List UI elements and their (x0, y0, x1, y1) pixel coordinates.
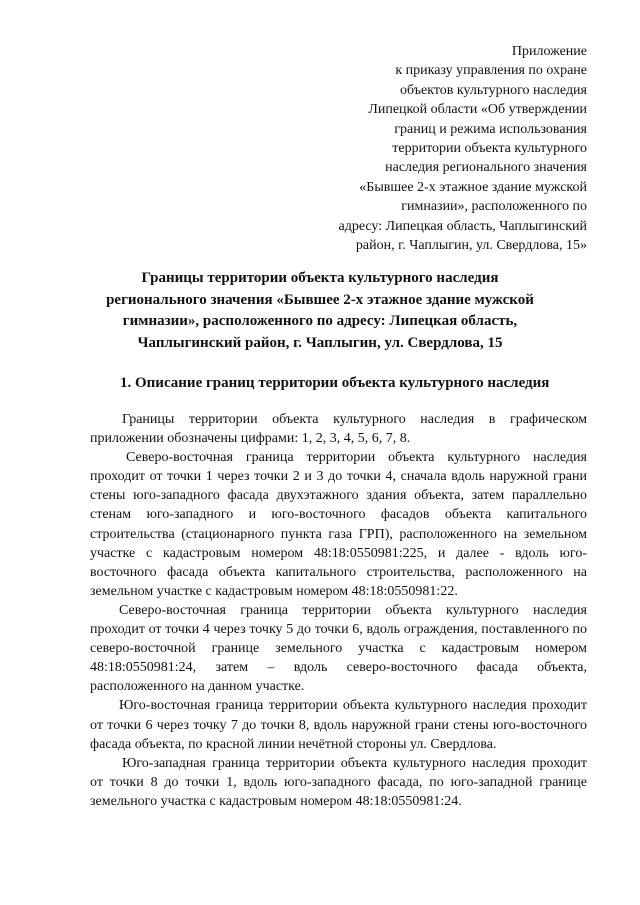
appendix-line: к приказу управления по охране (395, 63, 587, 79)
appendix-line: Липецкой области «Об утверждении (368, 102, 587, 118)
paragraph: Границы территории объекта культурного наследия в графическом приложении обозначены цифрами: 1, 2, 3, 4, 5, 6, 7, 8. (90, 412, 587, 447)
title-line: Границы территории объекта культурного наследия (141, 270, 499, 286)
document-body (90, 410, 587, 811)
appendix-line: гимназии», расположенного по (401, 199, 587, 215)
appendix-line: наследия регионального значения (385, 160, 587, 176)
appendix-line: «Бывшее 2-х этажное здание мужской (359, 179, 587, 195)
title-line: гимназии», расположенного по адресу: Липецкая область, (122, 313, 518, 329)
appendix-line: территории объекта культурного (392, 141, 587, 157)
paragraph: Юго-западная граница территории объекта культурного наследия проходит от точки 8 до точки 1, вдоль юго-западного фасада, по юго-западной границе земельного участка с кадастровым номером 48:18:0550981:24. (90, 755, 587, 809)
paragraph: Северо-восточная граница территории объекта культурного наследия проходит от точки 4 через точку 5 до точки 6, вдоль ограждения, поставленного по северо-восточной границе земельного участка с кадастровым номером 48:18:0550981:24, затем – вдоль северо-восточного фасада объекта, расположенного на данном участке. (90, 602, 587, 695)
title-line: регионального значения «Бывшее 2-х этажное здание мужской (106, 291, 534, 308)
appendix-header (300, 42, 587, 255)
appendix-line: Приложение (511, 44, 587, 59)
appendix-line: объектов культурного наследия (399, 82, 587, 98)
document-title (60, 268, 580, 354)
appendix-line: границ и режима использования (394, 121, 587, 137)
section-heading: 1. Описание границ территории объекта культурного наследия (120, 375, 550, 391)
appendix-line: район, г. Чаплыгин, ул. Свердлова, 15» (355, 238, 587, 254)
paragraph: Юго-восточная граница территории объекта культурного наследия проходит от точки 6 через точку 7 до точки 8, вдоль наружной грани стены юго-восточного фасада объекта, по красной линии нечётной стороны ул. Свердлова. (90, 698, 587, 752)
appendix-line: адресу: Липецкая область, Чаплыгинский (338, 218, 587, 234)
title-line: Чаплыгинский район, г. Чаплыгин, ул. Свердлова, 15 (137, 334, 503, 351)
paragraph: Северо-восточная граница территории объекта культурного наследия проходит от точки 1 через точки 2 и 3 до точки 4, сначала вдоль наружной грани стены юго-западного фасада двухэтажного здания объекта, затем параллельно стенам юго-западного и юго-восточного фасадов объекта капитального строительства (стационарного пункта газа ГРП), расположенного на земельном участке с кадастровым номером 48:18:0550981:225, и далее - вдоль юго-восточного фасада объекта капитального строительства, расположенного на земельном участке с кадастровым номером 48:18:0550981:22. (90, 450, 587, 599)
